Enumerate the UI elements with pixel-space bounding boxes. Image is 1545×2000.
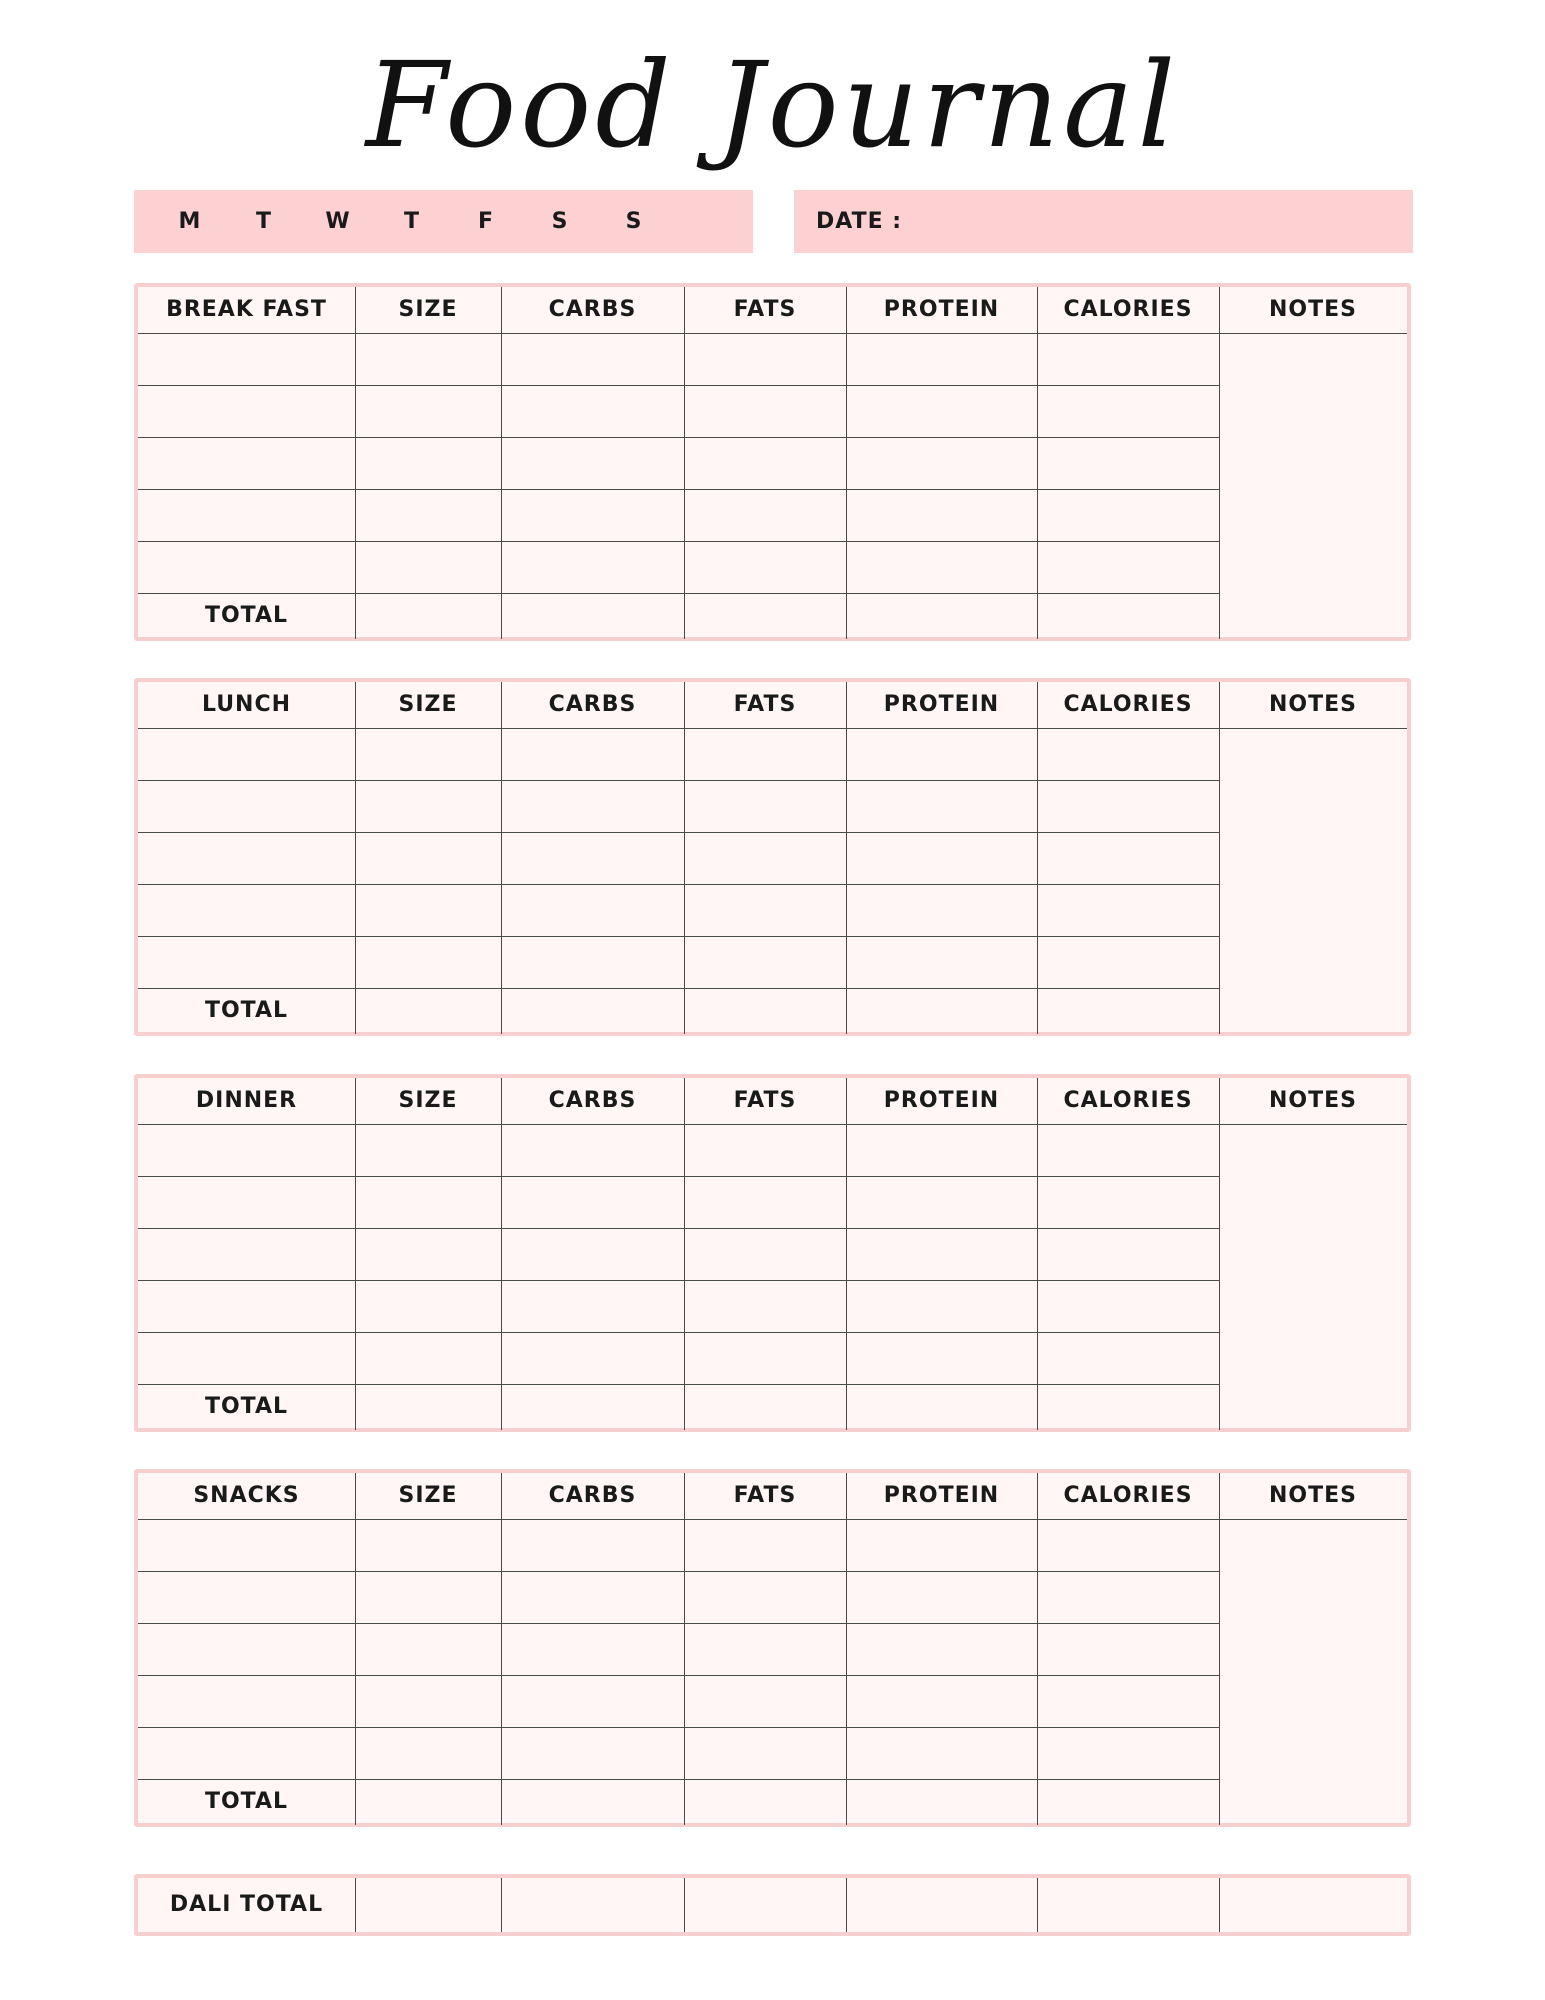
- entry-cell[interactable]: [501, 333, 684, 385]
- entry-cell[interactable]: [684, 333, 846, 385]
- entry-cell[interactable]: [684, 780, 846, 832]
- entry-cell[interactable]: [684, 1519, 846, 1571]
- column-header-carbs: CARBS: [548, 297, 637, 322]
- entry-cell[interactable]: [138, 437, 355, 489]
- column-header-fats: FATS: [733, 297, 797, 322]
- entry-cell[interactable]: [684, 1176, 846, 1228]
- entry-cell[interactable]: [846, 1124, 1037, 1176]
- entry-cell[interactable]: [355, 1228, 501, 1280]
- column-header-calories: CALORIES: [1063, 297, 1193, 322]
- entry-cell[interactable]: [138, 936, 355, 988]
- column-header-size: SIZE: [398, 1088, 458, 1113]
- column-divider: [684, 1878, 685, 1932]
- entry-cell[interactable]: [501, 437, 684, 489]
- column-header-calories: CALORIES: [1063, 1088, 1193, 1113]
- entry-cell[interactable]: [355, 1623, 501, 1675]
- entry-cell[interactable]: [846, 489, 1037, 541]
- entry-cell[interactable]: [501, 884, 684, 936]
- entry-cell[interactable]: [138, 1623, 355, 1675]
- entry-cell[interactable]: [501, 832, 684, 884]
- entry-cell[interactable]: [846, 936, 1037, 988]
- total-cell-size[interactable]: [355, 593, 501, 639]
- entry-cell[interactable]: [355, 1124, 501, 1176]
- daily-total-label: DALI TOTAL: [169, 1892, 324, 1917]
- column-header-calories: CALORIES: [1063, 1483, 1193, 1508]
- notes-area[interactable]: [1219, 728, 1407, 1034]
- entry-cell[interactable]: [501, 489, 684, 541]
- meal-name-header: DINNER: [195, 1088, 298, 1113]
- entry-cell[interactable]: [138, 1675, 355, 1727]
- day-thursday[interactable]: T: [403, 209, 420, 234]
- column-header-notes: NOTES: [1269, 692, 1357, 717]
- entry-cell[interactable]: [355, 541, 501, 593]
- total-cell-calories[interactable]: [1037, 1384, 1219, 1430]
- entry-cell[interactable]: [501, 728, 684, 780]
- entry-cell[interactable]: [355, 1176, 501, 1228]
- entry-cell[interactable]: [355, 1727, 501, 1779]
- entry-cell[interactable]: [846, 832, 1037, 884]
- entry-cell[interactable]: [1037, 437, 1219, 489]
- entry-cell[interactable]: [138, 728, 355, 780]
- entry-cell[interactable]: [1037, 884, 1219, 936]
- total-cell-fats[interactable]: [684, 593, 846, 639]
- entry-cell[interactable]: [355, 1280, 501, 1332]
- entry-cell[interactable]: [1037, 1727, 1219, 1779]
- notes-area[interactable]: [1219, 333, 1407, 639]
- entry-cell[interactable]: [355, 832, 501, 884]
- entry-cell[interactable]: [1037, 832, 1219, 884]
- total-cell-fats[interactable]: [684, 988, 846, 1034]
- table-header: [138, 287, 1407, 333]
- entry-cell[interactable]: [846, 728, 1037, 780]
- notes-area[interactable]: [1219, 1124, 1407, 1430]
- entry-cell[interactable]: [355, 884, 501, 936]
- entry-cell[interactable]: [138, 333, 355, 385]
- entry-cell[interactable]: [501, 1124, 684, 1176]
- date-field[interactable]: [794, 190, 1413, 253]
- column-header-protein: PROTEIN: [883, 1483, 1000, 1508]
- page-title: Food Journal: [365, 36, 1180, 174]
- total-cell-protein[interactable]: [846, 1779, 1037, 1825]
- total-cell-carbs[interactable]: [501, 593, 684, 639]
- entry-cell[interactable]: [846, 385, 1037, 437]
- entry-cell[interactable]: [684, 832, 846, 884]
- entry-cell[interactable]: [138, 1571, 355, 1623]
- entry-cell[interactable]: [138, 832, 355, 884]
- total-cell-calories[interactable]: [1037, 988, 1219, 1034]
- meal-name-header: BREAK FAST: [166, 297, 327, 322]
- entry-cell[interactable]: [355, 333, 501, 385]
- entry-cell[interactable]: [1037, 1124, 1219, 1176]
- entry-cell[interactable]: [355, 936, 501, 988]
- entry-cell[interactable]: [138, 385, 355, 437]
- entry-cell[interactable]: [1037, 728, 1219, 780]
- daily-total-row: [134, 1874, 1411, 1936]
- entry-cell[interactable]: [501, 1228, 684, 1280]
- total-cell-protein[interactable]: [846, 1384, 1037, 1430]
- entry-cell[interactable]: [355, 780, 501, 832]
- total-label: TOTAL: [204, 998, 289, 1023]
- entry-cell[interactable]: [138, 1519, 355, 1571]
- entry-cell[interactable]: [684, 437, 846, 489]
- entry-cell[interactable]: [1037, 1675, 1219, 1727]
- entry-cell[interactable]: [138, 1332, 355, 1384]
- entry-cell[interactable]: [1037, 780, 1219, 832]
- entry-cell[interactable]: [355, 728, 501, 780]
- column-divider: [846, 1878, 847, 1932]
- entry-cell[interactable]: [138, 489, 355, 541]
- column-header-carbs: CARBS: [548, 1483, 637, 1508]
- column-divider: [1219, 1878, 1220, 1932]
- column-header-fats: FATS: [733, 1483, 797, 1508]
- entry-cell[interactable]: [684, 1280, 846, 1332]
- total-cell-carbs[interactable]: [501, 1384, 684, 1430]
- entry-cell[interactable]: [355, 1675, 501, 1727]
- weekday-selector: [134, 190, 753, 253]
- entry-cell[interactable]: [501, 1727, 684, 1779]
- entry-cell[interactable]: [501, 1280, 684, 1332]
- table-header: [138, 1473, 1407, 1519]
- entry-cell[interactable]: [846, 1675, 1037, 1727]
- day-sunday[interactable]: S: [625, 209, 643, 234]
- entry-cell[interactable]: [1037, 1623, 1219, 1675]
- entry-cell[interactable]: [501, 385, 684, 437]
- entry-cell[interactable]: [684, 1675, 846, 1727]
- total-cell-carbs[interactable]: [501, 1779, 684, 1825]
- column-header-protein: PROTEIN: [883, 692, 1000, 717]
- entry-cell[interactable]: [846, 1228, 1037, 1280]
- entry-cell[interactable]: [846, 884, 1037, 936]
- entry-cell[interactable]: [684, 385, 846, 437]
- entry-cell[interactable]: [1037, 1571, 1219, 1623]
- day-monday[interactable]: M: [178, 209, 202, 234]
- meal-table-lunch: [134, 678, 1411, 1036]
- entry-cell[interactable]: [846, 541, 1037, 593]
- entry-cell[interactable]: [138, 1727, 355, 1779]
- entry-cell[interactable]: [684, 489, 846, 541]
- column-header-carbs: CARBS: [548, 692, 637, 717]
- total-cell-protein[interactable]: [846, 988, 1037, 1034]
- total-label: TOTAL: [204, 603, 289, 628]
- day-wednesday[interactable]: W: [325, 209, 351, 234]
- entry-cell[interactable]: [1037, 936, 1219, 988]
- entry-cell[interactable]: [846, 1332, 1037, 1384]
- entry-cell[interactable]: [684, 1124, 846, 1176]
- total-label: TOTAL: [204, 1789, 289, 1814]
- entry-cell[interactable]: [501, 936, 684, 988]
- notes-area[interactable]: [1219, 1519, 1407, 1825]
- entry-cell[interactable]: [684, 1571, 846, 1623]
- entry-cell[interactable]: [1037, 1332, 1219, 1384]
- total-cell-carbs[interactable]: [501, 988, 684, 1034]
- entry-cell[interactable]: [684, 1727, 846, 1779]
- entry-cell[interactable]: [501, 780, 684, 832]
- entry-cell[interactable]: [1037, 489, 1219, 541]
- column-header-fats: FATS: [733, 692, 797, 717]
- total-cell-calories[interactable]: [1037, 593, 1219, 639]
- entry-cell[interactable]: [846, 1727, 1037, 1779]
- column-header-protein: PROTEIN: [883, 1088, 1000, 1113]
- column-header-carbs: CARBS: [548, 1088, 637, 1113]
- entry-cell[interactable]: [846, 1519, 1037, 1571]
- meal-name-header: SNACKS: [193, 1483, 300, 1508]
- total-cell-fats[interactable]: [684, 1384, 846, 1430]
- entry-cell[interactable]: [138, 1176, 355, 1228]
- table-header: [138, 682, 1407, 728]
- entry-cell[interactable]: [138, 1124, 355, 1176]
- entry-cell[interactable]: [684, 1332, 846, 1384]
- entry-cell[interactable]: [501, 1519, 684, 1571]
- date-label: DATE :: [816, 209, 903, 234]
- entry-cell[interactable]: [355, 1519, 501, 1571]
- entry-cell[interactable]: [1037, 1280, 1219, 1332]
- entry-cell[interactable]: [1037, 1176, 1219, 1228]
- column-divider: [501, 1878, 502, 1932]
- entry-cell[interactable]: [846, 780, 1037, 832]
- entry-cell[interactable]: [501, 541, 684, 593]
- total-cell-size[interactable]: [355, 988, 501, 1034]
- meal-table-snacks: [134, 1469, 1411, 1827]
- column-header-size: SIZE: [398, 297, 458, 322]
- column-header-notes: NOTES: [1269, 1483, 1357, 1508]
- column-divider: [1037, 1878, 1038, 1932]
- column-header-fats: FATS: [733, 1088, 797, 1113]
- entry-cell[interactable]: [501, 1623, 684, 1675]
- entry-cell[interactable]: [1037, 385, 1219, 437]
- column-header-notes: NOTES: [1269, 1088, 1357, 1113]
- column-header-size: SIZE: [398, 1483, 458, 1508]
- entry-cell[interactable]: [1037, 1519, 1219, 1571]
- total-label: TOTAL: [204, 1394, 289, 1419]
- entry-cell[interactable]: [355, 1571, 501, 1623]
- entry-cell[interactable]: [684, 1228, 846, 1280]
- entry-cell[interactable]: [684, 884, 846, 936]
- entry-cell[interactable]: [138, 1228, 355, 1280]
- entry-cell[interactable]: [355, 489, 501, 541]
- entry-cell[interactable]: [1037, 333, 1219, 385]
- entry-cell[interactable]: [846, 1623, 1037, 1675]
- entry-cell[interactable]: [355, 437, 501, 489]
- day-tuesday[interactable]: T: [255, 209, 272, 234]
- total-cell-size[interactable]: [355, 1384, 501, 1430]
- entry-cell[interactable]: [846, 1280, 1037, 1332]
- total-cell-size[interactable]: [355, 1779, 501, 1825]
- total-cell-fats[interactable]: [684, 1779, 846, 1825]
- entry-cell[interactable]: [138, 541, 355, 593]
- column-header-notes: NOTES: [1269, 297, 1357, 322]
- entry-cell[interactable]: [501, 1571, 684, 1623]
- column-header-calories: CALORIES: [1063, 692, 1193, 717]
- meal-name-header: LUNCH: [201, 692, 292, 717]
- entry-cell[interactable]: [846, 437, 1037, 489]
- entry-cell[interactable]: [684, 936, 846, 988]
- entry-cell[interactable]: [846, 1571, 1037, 1623]
- entry-cell[interactable]: [355, 385, 501, 437]
- entry-cell[interactable]: [684, 1623, 846, 1675]
- entry-cell[interactable]: [1037, 1228, 1219, 1280]
- entry-cell[interactable]: [138, 1280, 355, 1332]
- entry-cell[interactable]: [684, 728, 846, 780]
- entry-cell[interactable]: [1037, 541, 1219, 593]
- day-friday[interactable]: F: [477, 209, 495, 234]
- meal-table-break-fast: [134, 283, 1411, 641]
- meal-table-dinner: [134, 1074, 1411, 1432]
- entry-cell[interactable]: [846, 333, 1037, 385]
- entry-cell[interactable]: [138, 780, 355, 832]
- column-divider: [355, 1878, 356, 1932]
- entry-cell[interactable]: [501, 1675, 684, 1727]
- total-cell-calories[interactable]: [1037, 1779, 1219, 1825]
- column-header-size: SIZE: [398, 692, 458, 717]
- entry-cell[interactable]: [501, 1332, 684, 1384]
- entry-cell[interactable]: [355, 1332, 501, 1384]
- table-header: [138, 1078, 1407, 1124]
- column-header-protein: PROTEIN: [883, 297, 1000, 322]
- total-cell-protein[interactable]: [846, 593, 1037, 639]
- entry-cell[interactable]: [501, 1176, 684, 1228]
- entry-cell[interactable]: [684, 541, 846, 593]
- entry-cell[interactable]: [846, 1176, 1037, 1228]
- day-saturday[interactable]: S: [551, 209, 569, 234]
- entry-cell[interactable]: [138, 884, 355, 936]
